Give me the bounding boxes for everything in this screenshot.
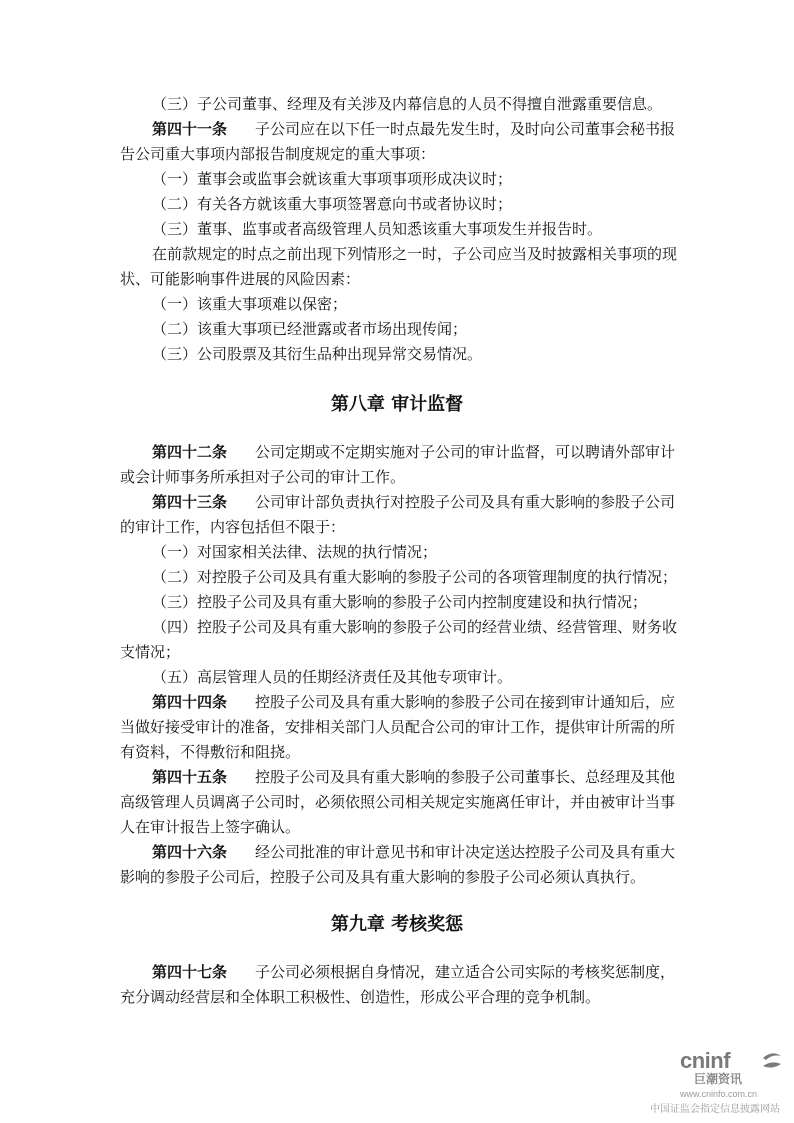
clause-line: （三）董事、监事或者高级管理人员知悉该重大事项发生并报告时。 [152,220,603,238]
article-46: 第四十六条 经公司批准的审计意见书和审计决定送达控股子公司及具有重大影响的参股子公司后，控股子公司及具有重大影响的参股子公司必须认真执行。 [120,843,676,886]
logo-cn-name: 巨潮资讯 [694,1072,743,1086]
article-41: 第四十一条 子公司应在以下任一时点最先发生时，及时向公司董事会秘书报告公司重大事项内部报告制度规定的重大事项： [120,120,676,163]
clause-line: （二）该重大事项已经泄露或者市场出现传闻； [152,320,468,338]
article-45: 第四十五条 控股子公司及具有重大影响的参股子公司董事长、总经理及其他高级管理人员调离子公司时，必须依照公司相关规定实施离任审计，并由被审计当事人在审计报告上签字确认。 [120,768,676,836]
cninfo-logo [650,1048,790,1118]
logo-brand: cninf [680,1048,731,1073]
chapter-9-heading: 第九章 考核奖惩 [330,914,464,935]
article-44: 第四十四条 控股子公司及具有重大影响的参股子公司在接到审计通知后，应当做好接受审计的准备，安排相关部门人员配合公司的审计工作，提供审计所需的所有资料，不得敷衍和阻挠。 [120,693,676,761]
article-47: 第四十七条 子公司必须根据自身情况，建立适合公司实际的考核奖惩制度，充分调动经营层和全体职工积极性、创造性，形成公平合理的竞争机制。 [120,963,676,1006]
logo-url: www.cninfo.com.cn [680,1089,758,1099]
clause-line: （四）控股子公司及具有重大影响的参股子公司的经营业绩、经营管理、财务收支情况； [120,618,678,661]
clause-line: （二）对控股子公司及具有重大影响的参股子公司的各项管理制度的执行情况； [152,568,678,586]
article-43: 第四十三条 公司审计部负责执行对控股子公司及具有重大影响的参股子公司的审计工作，内容包括但不限于： [120,493,676,536]
article-42: 第四十二条 公司定期或不定期实施对子公司的审计监督，可以聘请外部审计或会计师事务所承担对子公司的审计工作。 [120,443,676,486]
clause-line: （三）子公司董事、经理及有关涉及内幕信息的人员不得擅自泄露重要信息。 [152,95,663,113]
clause-line: （五）高层管理人员的任期经济责任及其他专项审计。 [152,668,513,686]
clause-line: （三）公司股票及其衍生品种出现异常交易情况。 [152,345,483,363]
chapter-8-heading: 第八章 审计监督 [330,394,464,415]
clause-line: （一）董事会或监事会就该重大事项事项形成决议时； [152,170,513,188]
clause-line: （一）对国家相关法律、法规的执行情况； [152,543,438,561]
paragraph-circumstances: 在前款规定的时点之前出现下列情形之一时，子公司应当及时披露相关事项的现状、可能影响事件进展的风险因素： [120,245,678,288]
logo-swirl-icon [760,1050,784,1072]
clause-line: （三）控股子公司及具有重大影响的参股子公司内控制度建设和执行情况； [152,593,648,611]
clause-line: （一）该重大事项难以保密； [152,295,348,313]
logo-tagline: 中国证监会指定信息披露网站 [650,1104,780,1115]
clause-line: （二）有关各方就该重大事项签署意向书或者协议时； [152,195,513,213]
